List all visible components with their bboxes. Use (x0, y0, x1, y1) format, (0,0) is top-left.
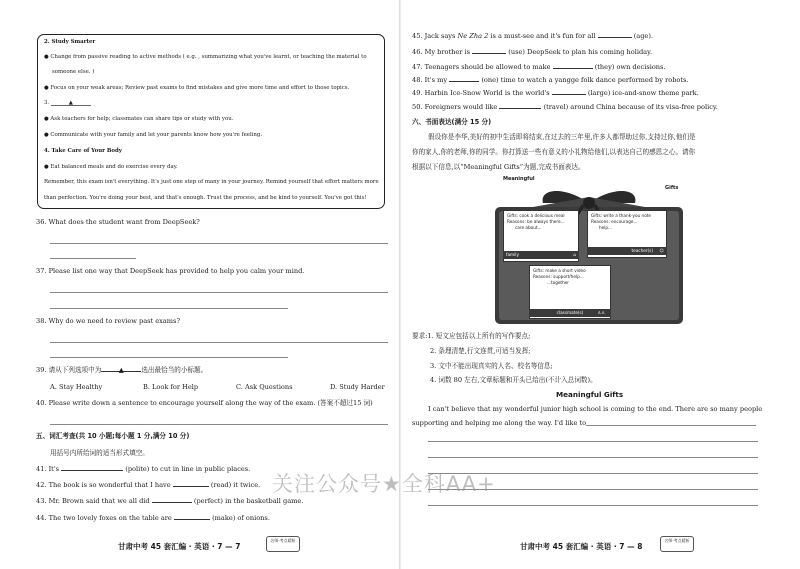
publisher-logo: 名师·考点精析 (266, 536, 300, 552)
answer-blank[interactable] (61, 465, 123, 471)
question-43: 43. Mr. Brown said that we all did (perfect) in the basketball game. (36, 497, 304, 505)
question-42: 42. The book is so wonderful that I have (read) it twice. (36, 481, 261, 489)
answer-blank[interactable] (499, 103, 541, 109)
prompt-line: 假设你是李华,美好的初中生活即将结束,在过去的三年里,许多人都帮助过你,支持过你,他们是 (428, 133, 696, 141)
triangle-icon: ▲ (118, 366, 124, 374)
section-heading-2: 2. Study Smarter (44, 39, 96, 45)
option-c[interactable]: C. Ask Questions (236, 383, 293, 391)
essay-line[interactable] (586, 425, 756, 426)
reading-passage-box (37, 34, 385, 209)
answer-blank[interactable] (101, 366, 141, 372)
watermark-text: 关注公众号★全科AA+ (272, 472, 496, 496)
section-heading-4: 4. Take Care of Your Body (44, 148, 122, 154)
requirement-line: 3. 文中不能出现真实的人名、校名等信息; (430, 362, 553, 370)
classmates-tag: classmate(s) ♙♙ (529, 309, 611, 317)
essay-opening: I can't believe that my wonderful junior high school is coming to the end. There are so many people (428, 405, 763, 413)
page-footer: 甘肃中考 45 套汇编 · 英语 · 7 — 7 (118, 542, 241, 551)
triangle-icon: ▲ (68, 100, 73, 106)
answer-blank[interactable] (553, 63, 593, 69)
teachers-card: Gifts: write a thank-you note Reasons: encourage... help... (587, 210, 667, 258)
question-41: 41. It's (polite) to cut in line in public places. (36, 465, 251, 473)
passage-line: than perfection. You're doing your best, and that's enough. Trust the process, and be kind to yourself. You've got this! (44, 195, 367, 201)
question-40: 40. Please write down a sentence to encourage yourself along the way of the exam. (答案不超过15 词) (36, 399, 373, 407)
family-tag: family ⌂ (503, 251, 579, 259)
essay-opening: supporting and helping me along the way. I'd like to (412, 419, 587, 427)
answer-blank[interactable] (152, 497, 192, 503)
passage-line: ● Change from passive reading to active methods ( e.g. , summarizing what you've learnt, or teaching the material to (44, 54, 367, 60)
question-46: 46. My brother is (use) DeepSeek to plan his coming holiday. (412, 48, 653, 56)
answer-line[interactable] (50, 258, 136, 259)
option-d[interactable]: D. Study Harder (330, 383, 385, 391)
answer-blank[interactable] (174, 514, 210, 520)
teacher-icon: ☺ (659, 248, 664, 253)
requirement-line: 4. 词数 80 左右,文章标题和开头已给出(不计入总词数)。 (430, 376, 597, 384)
section-heading-3: 3. ▲ (44, 100, 91, 107)
question-50: 50. Foreigners would like (travel) around China because of its visa-free policy. (412, 103, 718, 111)
section-6-title: 六、书面表达(满分 15 分) (412, 118, 492, 126)
gift-label-right: Gifts (665, 185, 679, 191)
passage-line: ● Focus on your weak areas; Review past exams to find mistakes and give more time and effort to those topics. (44, 85, 350, 91)
teachers-tag: teacher(s) ☺ (587, 247, 667, 255)
question-38: 38. Why do we need to review past exams? (36, 317, 180, 325)
question-39: 39. 请从下列选项中为 ▲ 选出最恰当的小标题。 (36, 366, 208, 374)
section-5-title: 五、词汇考查(共 10 小题;每小题 1 分,满分 10 分) (36, 432, 190, 440)
question-49: 49. Harbin Ice-Snow World is the world's (large) ice-and-snow theme park. (412, 89, 699, 97)
passage-line: ● Eat balanced meals and do exercise every day. (44, 164, 178, 170)
essay-line[interactable] (428, 457, 758, 458)
question-37: 37. Please list one way that DeepSeek has provided to help you calm your mind. (36, 267, 305, 275)
page-footer: 甘肃中考 45 套汇编 · 英语 · 7 — 8 (520, 542, 643, 551)
passage-line: ● Ask teachers for help; classmates can share tips or study with you. (44, 116, 234, 122)
passage-line: someone else. ) (52, 69, 95, 75)
option-b[interactable]: B. Look for Help (143, 383, 199, 391)
prompt-line: 你的家人,你的老师,你的同学。你打算送一些有意义的小礼物给他们,以表达自己的感恩之心。请你 (412, 148, 696, 156)
answer-line[interactable] (50, 357, 288, 358)
heading-blank (51, 100, 91, 106)
question-47: 47. Teenagers should be allowed to make (they) own decisions. (412, 63, 666, 71)
answer-blank[interactable] (173, 481, 209, 487)
answer-blank[interactable] (449, 76, 479, 82)
essay-line[interactable] (428, 505, 758, 506)
people-icon: ♙♙ (597, 310, 605, 315)
requirements-title: 要求:1. 短文应包括以上所有的写作要点; (412, 332, 531, 340)
answer-line[interactable] (50, 308, 288, 309)
question-44: 44. The two lovely foxes on the table are (make) of onions. (36, 514, 270, 522)
option-a[interactable]: A. Stay Healthy (50, 383, 103, 391)
answer-line[interactable] (50, 292, 388, 293)
requirement-line: 2. 条理清楚,行文连贯,可适当发挥; (430, 347, 531, 355)
question-36: 36. What does the student want from DeepSeek? (36, 218, 200, 226)
answer-blank[interactable] (472, 48, 506, 54)
passage-line: Remember, this exam isn't everything. It's just one step of many in your journey. Remind yourself that effort matters more (44, 179, 379, 185)
passage-line: ● Communicate with your family and let your parents know how you're feeling. (44, 132, 263, 138)
gift-label-left: Meaningful (503, 176, 535, 182)
family-card: Gifts: cook a delicious meal Reasons: be always there... care about... (503, 210, 579, 262)
answer-blank[interactable] (552, 89, 586, 95)
question-48: 48. It's my (one) time to watch a yangge folk dance performed by robots. (412, 76, 689, 84)
answer-line[interactable] (50, 342, 388, 343)
classmates-card: Gifts: make a short video Reasons: support/help... ...together (529, 265, 611, 319)
section-5-instruction: 用括号内所给词的适当形式填空。 (50, 449, 149, 457)
essay-line[interactable] (428, 441, 758, 442)
answer-blank[interactable] (598, 32, 632, 38)
prompt-line: 根据以下信息,以“Meaningful Gifts”为题,完成书面表达。 (412, 163, 585, 171)
answer-line[interactable] (50, 243, 388, 244)
gift-box-illustration (493, 176, 685, 326)
publisher-logo: 名师·考点精析 (660, 536, 694, 552)
answer-line[interactable] (50, 424, 388, 425)
house-icon: ⌂ (573, 252, 576, 257)
essay-title: Meaningful Gifts (556, 390, 624, 399)
question-45: 45. Jack says Ne Zha 2 is a must-see and it's fun for all (age). (412, 32, 653, 40)
